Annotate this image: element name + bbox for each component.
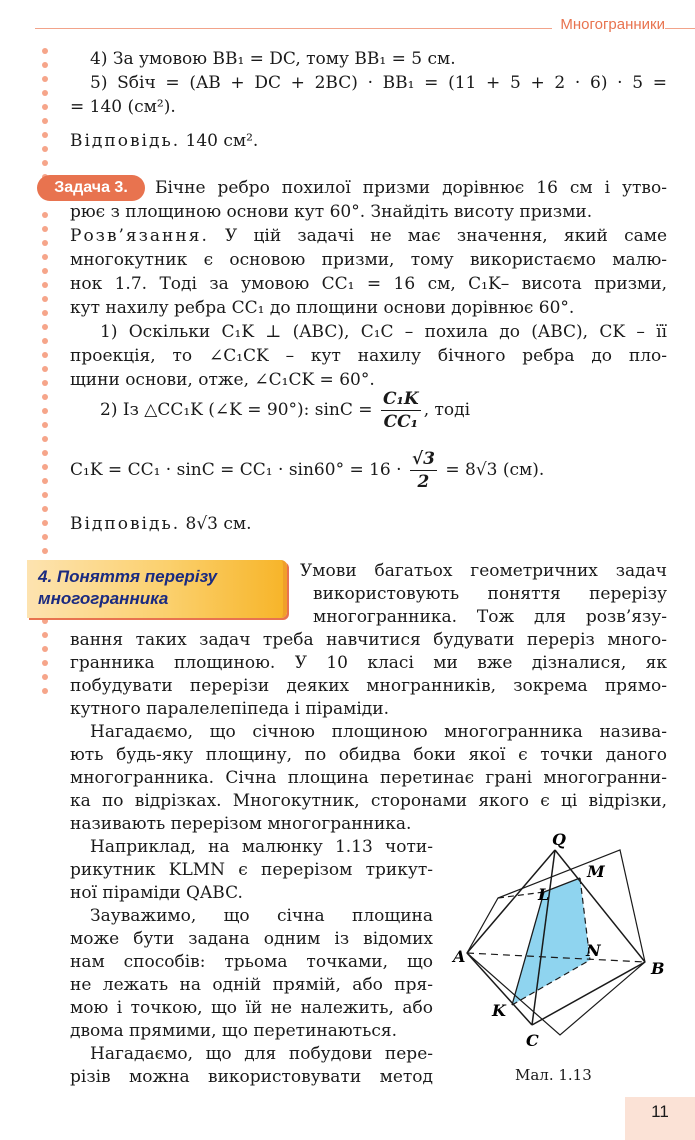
label-L: L (538, 885, 550, 904)
s4-h3: ної піраміди QABC. (70, 883, 243, 903)
calc-fraction (410, 448, 437, 493)
step-4: 4) За умовою BB₁ = DC, тому BB₁ = 5 см. (90, 49, 456, 69)
p2-frac-den: CC₁ (383, 412, 419, 432)
answer-2-label: Відповідь. (70, 514, 181, 534)
solution-label: Розв’язання. (70, 226, 209, 246)
task-3-statement-l1: Бічне ребро похилої призми дорівнює 16 см і утво- (155, 178, 667, 198)
task-3-p2 (100, 388, 667, 433)
answer-1-label: Відповідь. (70, 131, 181, 151)
s4-f3: побудувати перерізи деяких многранників, зокрема прямо- (70, 676, 667, 696)
p2-fraction (381, 388, 421, 433)
task-3-badge: Задача 3. (37, 175, 145, 201)
calc-suffix: = 8√3 (см). (445, 460, 545, 480)
s4-g5: називають перерізом многогранника. (70, 814, 412, 834)
calc-frac-den: 2 (417, 472, 430, 492)
s4-k6: двома прямими, що перетинаються. (70, 1021, 397, 1041)
s4-h1: Наприклад, на малюнку 1.13 чоти- (90, 837, 433, 857)
s4-g1: Нагадаємо, що січною площиною многогранника назива- (90, 722, 667, 742)
s4-f2: гранника площиною. У 10 класі ми вже дізналися, як (70, 653, 667, 673)
s4-m2: різів можна використовувати метод (70, 1067, 433, 1087)
p2-frac-num: C₁K (382, 389, 419, 409)
s4-g4: ка по відрізках. Многокутник, сторонами якого є ці відрізки, (70, 791, 667, 811)
p2-prefix: 2) Із △CC₁K (∠K = 90°): sinC = (100, 400, 373, 420)
answer-1 (70, 130, 667, 152)
task-3-solution-l3: нок 1.7. Тоді за умовою CC₁ = 16 см, C₁K– висота призми, (70, 274, 667, 294)
s4-k5: мою і точкою, що їй не належить, або (70, 998, 433, 1018)
s4-r3: многогранника. Тож для розв’язу- (313, 607, 667, 627)
s4-m1: Нагадаємо, що для побудови пере- (90, 1044, 433, 1064)
answer-2 (70, 513, 667, 535)
section-4-title: 4. Поняття перерізу многогранника (38, 567, 218, 608)
label-M: M (587, 862, 605, 881)
label-B: B (651, 959, 665, 978)
answer-1-value: 140 см². (185, 131, 259, 151)
section-polygon (512, 878, 590, 1005)
s4-f4: кутного паралелепіпеда і піраміди. (70, 699, 389, 719)
answer-2-value: 8√3 см. (185, 514, 252, 534)
running-header: Многогранники (552, 16, 665, 33)
label-Q: Q (552, 830, 566, 849)
s4-r2: використовують поняття перерізу (313, 584, 667, 604)
step-5-line2: = 140 (см²). (70, 97, 176, 117)
calc-frac-num: √3 (411, 449, 435, 469)
task-3-calc (70, 448, 667, 493)
label-A: A (453, 947, 466, 966)
margin-dots-task3 (40, 212, 50, 702)
p2-suffix: , тоді (423, 400, 471, 420)
step-5-line1: 5) Sбіч = (AB + DC + 2BC) · BB₁ = (11 + 5 + 2 · 6) · 5 = (90, 73, 667, 93)
s4-k3: нам способів: трьома точками, що (70, 952, 433, 972)
label-C: C (526, 1031, 539, 1050)
margin-dots-top (40, 48, 50, 188)
s4-k2: може бути задана одним із відомих (70, 929, 433, 949)
s4-f1: вання таких задач треба навчитися будувати переріз много- (70, 630, 667, 650)
s4-g2: ють будь-яку площину, по обидва боки якої є точки даного (70, 745, 667, 765)
s4-r1: Умови багатьох геометричних задач (300, 561, 667, 581)
solution-l1-text: У цій задачі не має значення, який саме (225, 226, 668, 246)
label-K: K (492, 1001, 506, 1020)
task-3-statement-l2: рює з площиною основи кут 60°. Знайдіть висоту призми. (70, 202, 593, 222)
task-3-solution-l4: кут нахилу ребра CC₁ до площини основи дорівнює 60°. (70, 298, 575, 318)
s4-g3: многогранника. Січна площина перетинає грані многогранни- (70, 768, 667, 788)
figure-1-13 (440, 830, 690, 1065)
task-3-p1-l1: 1) Оскільки C₁K ⊥ (ABC), C₁C – похила до (ABC), CK – її (100, 322, 667, 342)
s4-h2: рикутник KLMN є перерізом трикут- (70, 860, 433, 880)
task-3-solution-l2: многокутник є основою призми, тому використаємо малю- (70, 250, 667, 270)
task-3-solution-l1 (70, 225, 667, 247)
calc-prefix: C₁K = CC₁ · sinC = CC₁ · sin60° = 16 · (70, 460, 402, 480)
s4-k4: не лежать на одній прямій, або пря- (70, 975, 433, 995)
task-3-p1-l2: проекція, то ∠C₁CK – кут нахилу бічного ребра до пло- (70, 346, 667, 366)
s4-k1: Зауважимо, що січна площина (90, 906, 433, 926)
task-3-p1-l3: щини основи, отже, ∠C₁CK = 60°. (70, 370, 375, 390)
label-N: N (586, 941, 601, 960)
figure-caption: Мал. 1.13 (515, 1066, 592, 1084)
page-number: 11 (625, 1097, 695, 1140)
